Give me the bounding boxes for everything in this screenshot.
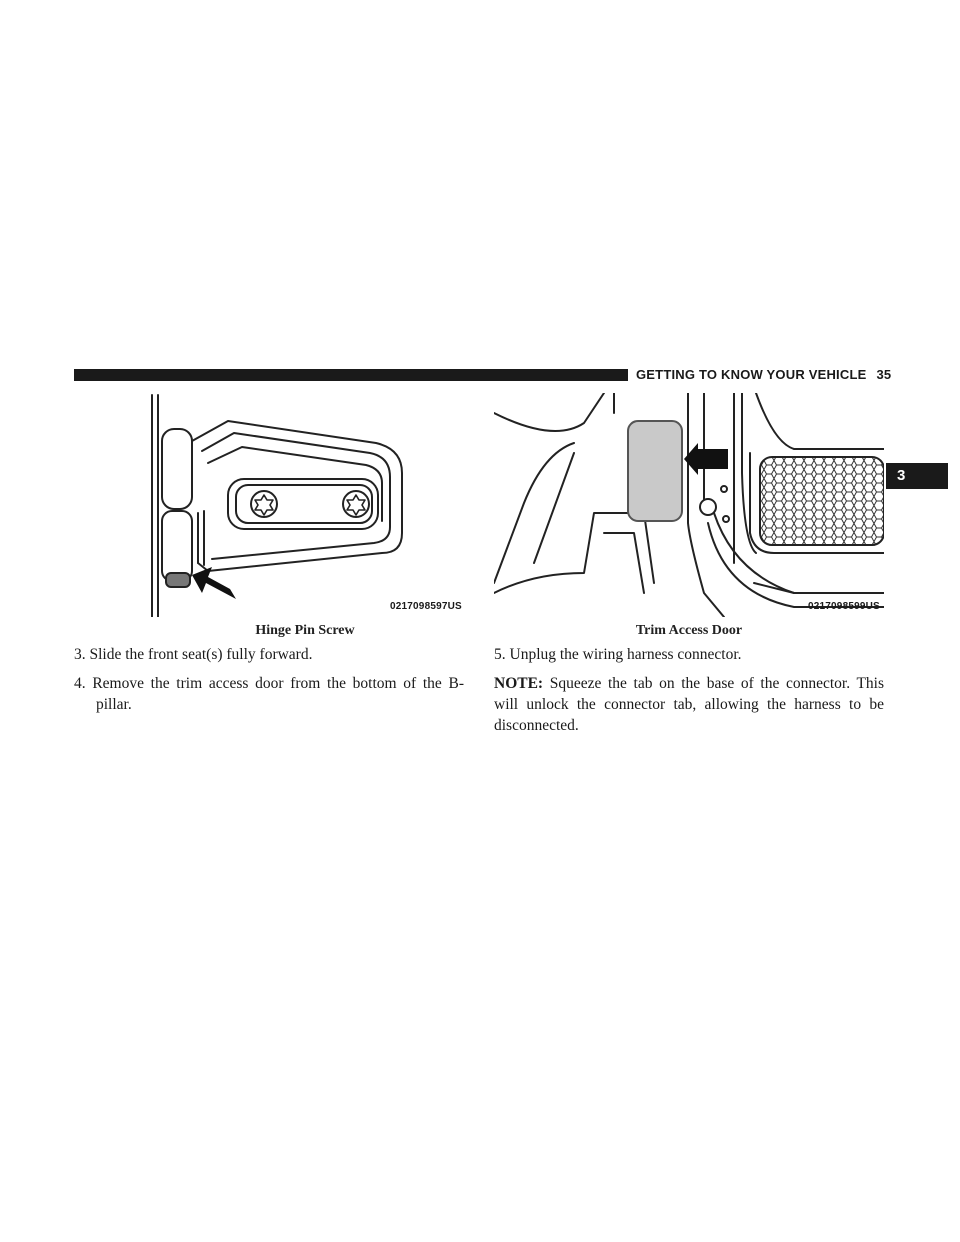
arrow-icon [684, 443, 728, 475]
left-column [74, 644, 464, 723]
figure-caption: Trim Access Door [635, 623, 743, 638]
header-rule [74, 369, 628, 381]
section-title: GETTING TO KNOW YOUR VEHICLE [636, 367, 867, 382]
figure-caption: Hinge Pin Screw [255, 623, 355, 638]
chapter-tab: 3 [886, 463, 948, 489]
step-5: 5. Unplug the wiring harness connector. [494, 646, 742, 663]
note-label: NOTE: [494, 675, 544, 692]
hinge-pin-screw-illustration [146, 393, 464, 617]
note-paragraph [494, 673, 884, 736]
figure-code: 0217098597US [390, 601, 462, 612]
trim-access-door-illustration [494, 393, 884, 617]
page-number: 35 [876, 367, 892, 382]
step-3: 3. Slide the front seat(s) fully forward. [74, 646, 313, 663]
step-4: 4. Remove the trim access door from the bottom of the B-pillar. [74, 675, 464, 713]
running-header [636, 365, 892, 385]
right-column [494, 644, 884, 744]
note-text: Squeeze the tab on the base of the connector. This will unlock the connector tab, allowing the harness to be disconnected. [494, 675, 884, 734]
arrow-icon [192, 567, 236, 599]
figure-code: 0217098599US [808, 601, 880, 612]
